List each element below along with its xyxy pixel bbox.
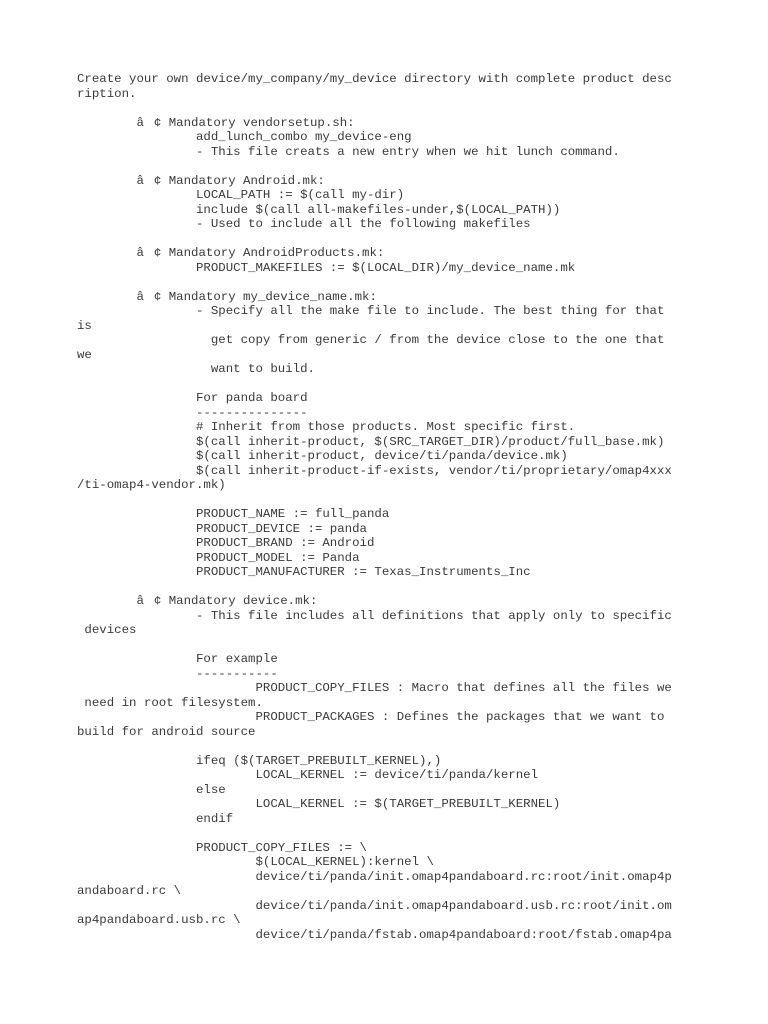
document-line: [77, 826, 757, 841]
document-line: need in root filesystem.: [77, 695, 263, 710]
document-line: - This file creats a new entry when we hit lunch command.: [77, 144, 620, 159]
document-line: ---------------: [77, 405, 308, 420]
document-line: For example: [77, 652, 278, 666]
document-line: $(call inherit-product, device/ti/panda/device.mk): [77, 449, 568, 463]
document-line: PRODUCT_COPY_FILES := \: [77, 840, 367, 855]
document-line: PRODUCT_COPY_FILES : Macro that defines all the files we: [77, 681, 672, 695]
document-line: - Used to include all the following makefiles: [77, 217, 531, 231]
document-line: $(call inherit-product, $(SRC_TARGET_DIR)/product/full_base.mk): [77, 434, 665, 449]
document-line: PRODUCT_PACKAGES : Defines the packages that we want to: [77, 710, 665, 724]
document-line: â¢ Mandatory AndroidProducts.mk:: [77, 246, 385, 260]
document-line: device/ti/panda/init.omap4pandaboard.rc:root/init.omap4p: [77, 869, 672, 884]
document-line: add_lunch_combo my_device-eng: [77, 130, 412, 144]
document-line: # Inherit from those products. Most specific first.: [77, 420, 576, 434]
document-line: LOCAL_PATH := $(call my-dir): [77, 188, 405, 202]
document-line: LOCAL_KERNEL := device/ti/panda/kernel: [77, 768, 539, 782]
document-line: [77, 101, 757, 116]
document-line: we: [77, 347, 92, 362]
document-line: device/ti/panda/fstab.omap4pandaboard:root/fstab.omap4pa: [77, 927, 672, 942]
document-line: $(call inherit-product-if-exists, vendor/ti/proprietary/omap4xxx: [77, 463, 672, 478]
document-line: [77, 638, 757, 653]
document-line: build for android source: [77, 724, 256, 739]
document-line: devices: [77, 623, 137, 637]
document-line: ifeq ($(TARGET_PREBUILT_KERNEL),): [77, 753, 442, 768]
document-line: ription.: [77, 86, 137, 101]
document-line: [77, 159, 757, 174]
document-line: â¢ Mandatory Android.mk:: [77, 173, 325, 188]
document-line: [77, 580, 757, 595]
document-line: PRODUCT_BRAND := Android: [77, 536, 375, 550]
document-line: [77, 377, 757, 392]
document-line: PRODUCT_DEVICE := panda: [77, 521, 367, 536]
document-line: /ti-omap4-vendor.mk): [77, 478, 226, 492]
document-line: [77, 275, 757, 290]
document-line: Create your own device/my_company/my_device directory with complete product desc: [77, 72, 672, 86]
document-line: - Specify all the make file to include. The best thing for that: [77, 304, 665, 318]
document-line: LOCAL_KERNEL := $(TARGET_PREBUILT_KERNEL): [77, 797, 561, 811]
document-line: PRODUCT_NAME := full_panda: [77, 507, 390, 521]
document-line: include $(call all-makefiles-under,$(LOCAL_PATH)): [77, 202, 561, 217]
document-line: PRODUCT_MANUFACTURER := Texas_Instruments_Inc: [77, 565, 531, 579]
document-line: For panda board: [77, 391, 308, 405]
document-line: -----------: [77, 666, 278, 681]
document-line: device/ti/panda/init.omap4pandaboard.usb.rc:root/init.om: [77, 898, 672, 913]
document-line: get copy from generic / from the device close to the one that: [77, 333, 665, 347]
document-line: [77, 493, 757, 508]
document-line: â¢ Mandatory vendorsetup.sh:: [77, 115, 355, 130]
document-line: PRODUCT_MODEL := Panda: [77, 550, 360, 565]
document-line: $(LOCAL_KERNEL):kernel \: [77, 855, 434, 869]
document-text: [77, 72, 757, 942]
document-line: andaboard.rc \: [77, 884, 182, 898]
document-line: PRODUCT_MAKEFILES := $(LOCAL_DIR)/my_device_name.mk: [77, 260, 576, 275]
document-line: â¢ Mandatory device.mk:: [77, 594, 318, 608]
document-line: - This file includes all definitions that apply only to specific: [77, 608, 672, 623]
document-line: endif: [77, 811, 234, 826]
document-line: [77, 739, 757, 754]
document-line: is: [77, 318, 92, 333]
document-line: ap4pandaboard.usb.rc \: [77, 913, 241, 927]
document-line: â¢ Mandatory my_device_name.mk:: [77, 289, 377, 304]
document-line: want to build.: [77, 362, 315, 376]
document-line: else: [77, 782, 226, 797]
document-line: [77, 232, 757, 247]
